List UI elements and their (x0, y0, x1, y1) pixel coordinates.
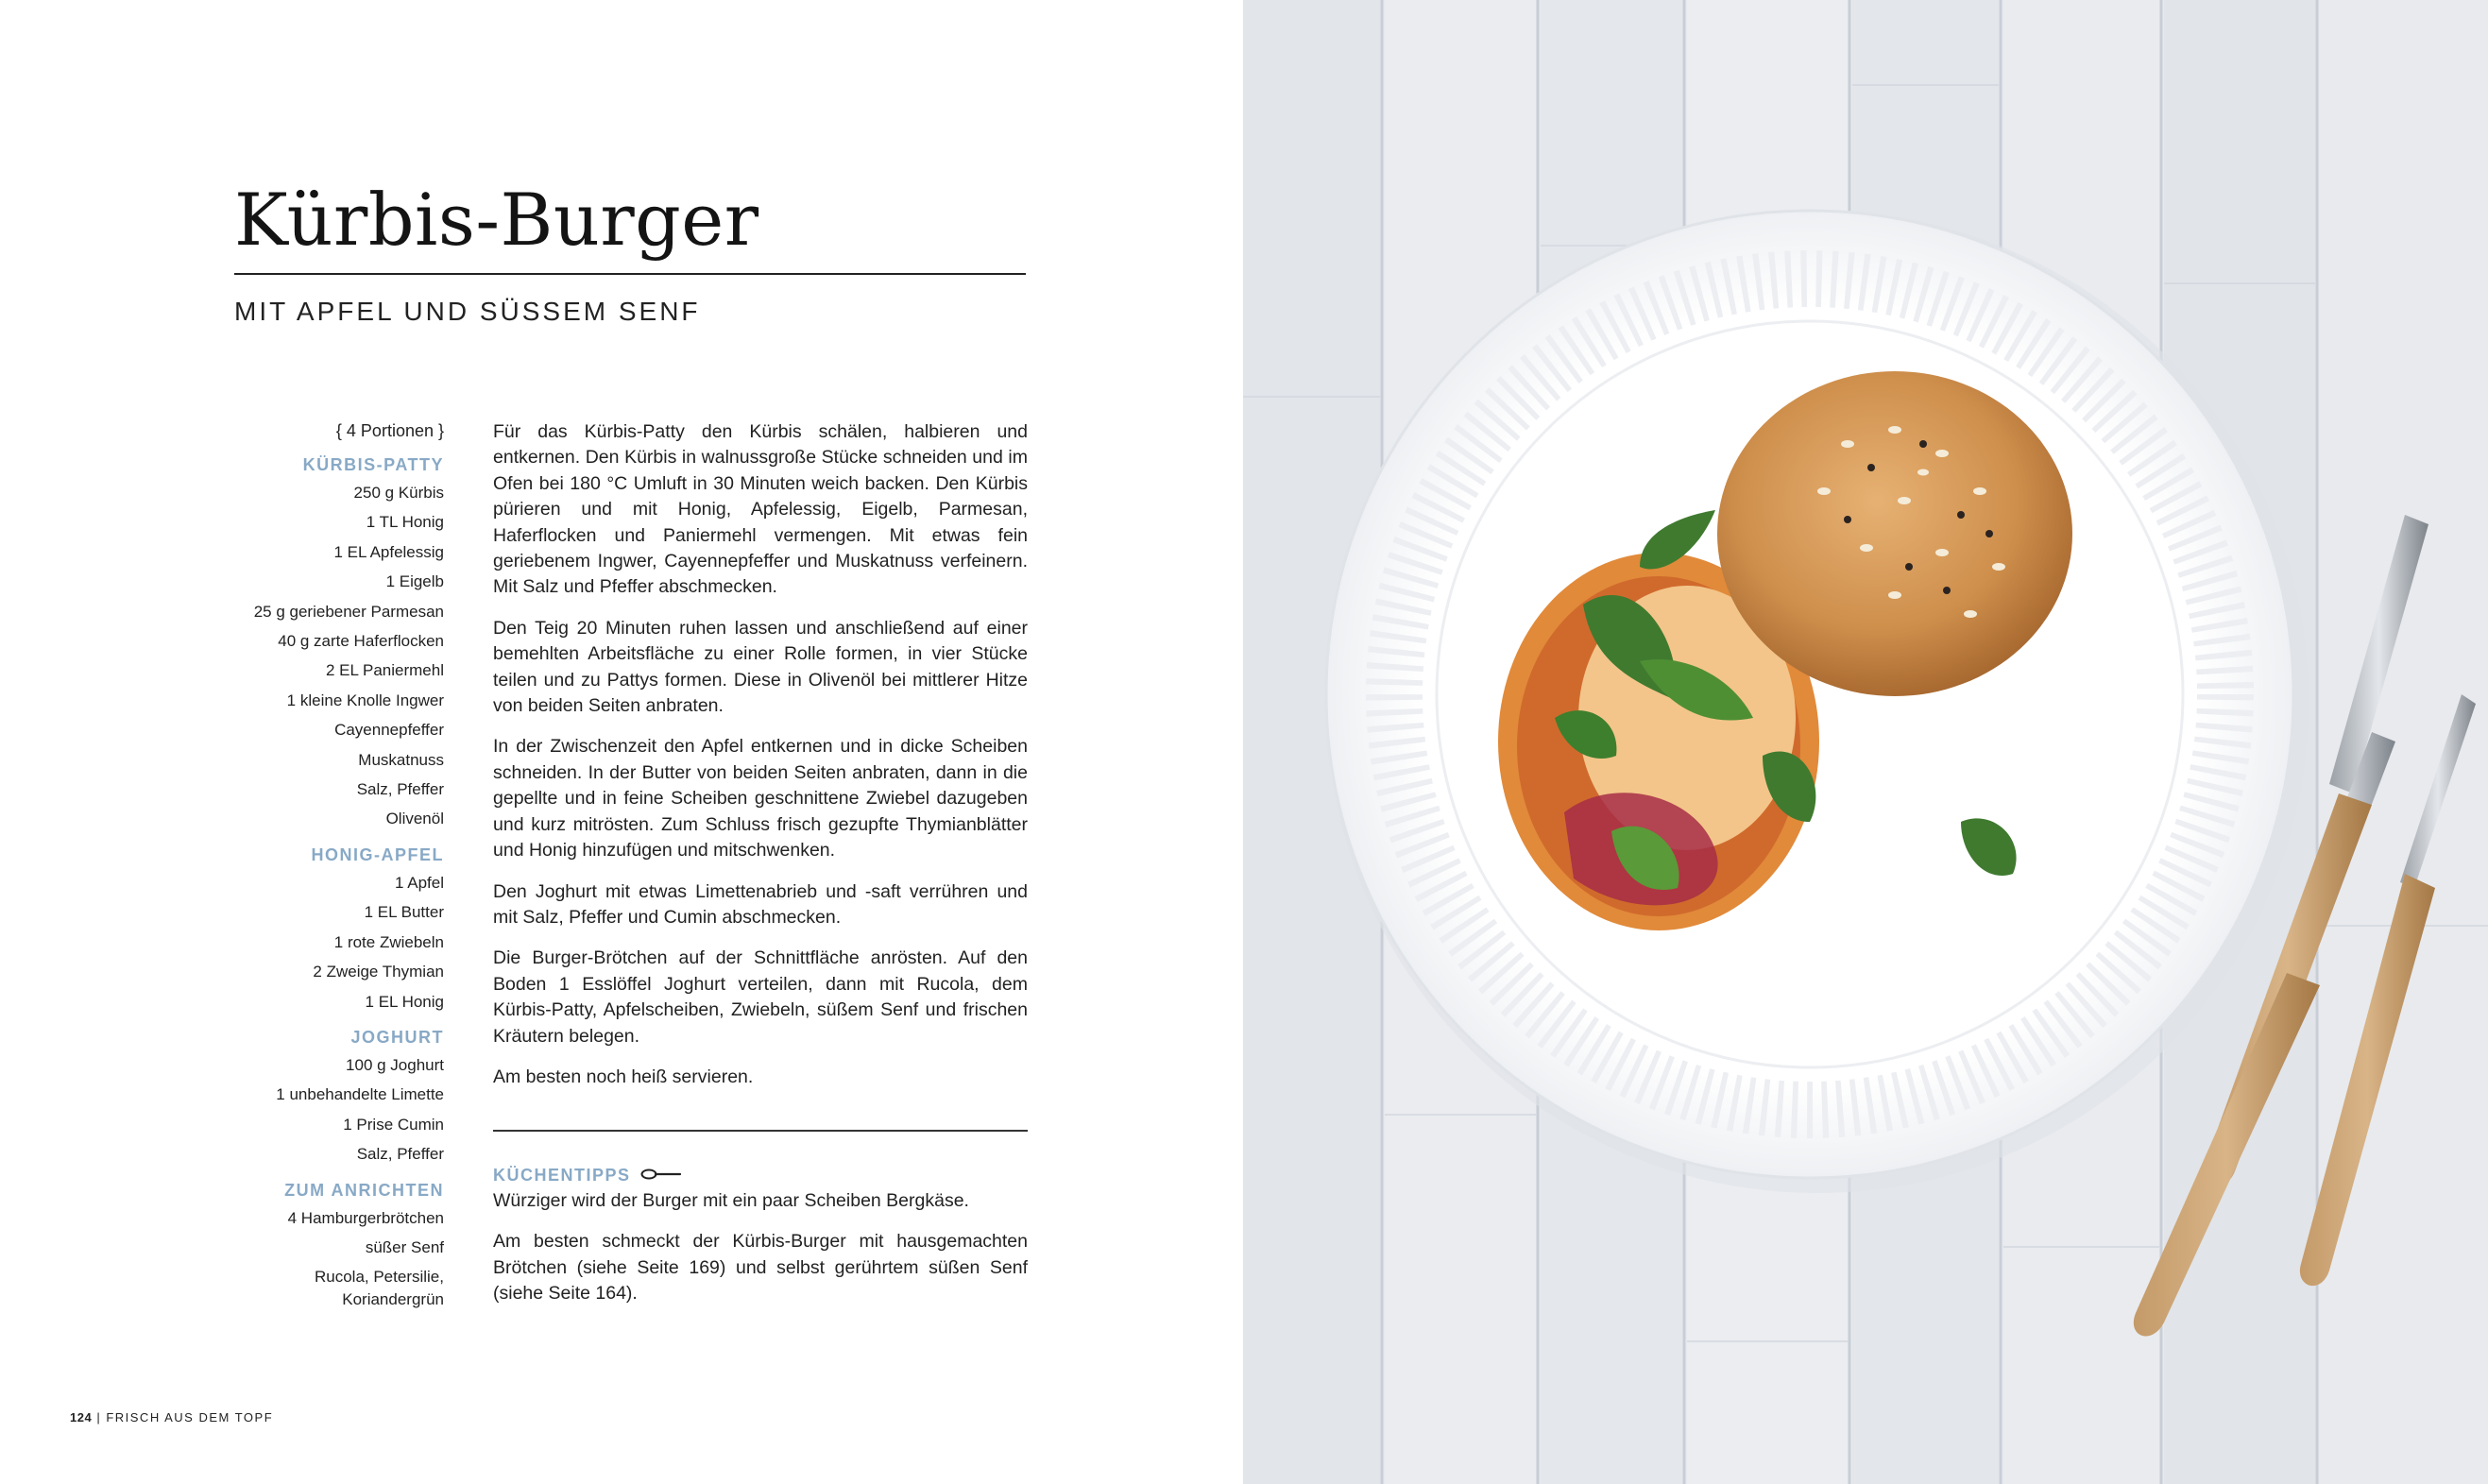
ingredient-item: 1 EL Honig (365, 992, 444, 1011)
burger-photo (1243, 0, 2488, 1484)
ingredient-item: 1 Prise Cumin (343, 1115, 444, 1134)
recipe-page (0, 0, 1243, 1484)
ingredient-item: 1 kleine Knolle Ingwer (286, 691, 444, 709)
instruction-paragraph: Die Burger-Brötchen auf der Schnittfläche anrösten. Auf den Boden 1 Esslöffel Joghurt verteilen, dann mit Rucola, dem Kürbis-Patty, Apfelscheiben, Zwiebeln, süßem Senf und frischen Kräutern belegen. (493, 947, 1028, 1047)
ingredient-item: Cayennepfeffer (334, 721, 444, 740)
instruction-paragraph: Am besten noch heiß servieren. (493, 1066, 754, 1087)
ingredient-group-heading: JOGHURT (350, 1027, 444, 1047)
page-number: 124 (70, 1410, 93, 1424)
ingredient-group-heading: KÜRBIS-PATTY (302, 455, 444, 474)
ingredient-item: 25 g geriebener Parmesan (253, 602, 444, 621)
tips-divider (493, 1130, 1028, 1132)
instruction-paragraph: In der Zwischenzeit den Apfel entkernen und in dicke Scheiben schneiden. In der Butter von beiden Seiten anbraten, dann in die gepellte und in feine Scheiben geschnittene Zwiebel dazugeben und kurz mitrösten. Zum Schluss frisch gezupfte Thymianblätter und Honig hinzufügen und mitschwenken. (493, 736, 1028, 861)
portions-label: { 4 Portionen } (335, 421, 444, 440)
page-footer (70, 1410, 273, 1424)
ingredient-item: süßer Senf (365, 1237, 444, 1256)
recipe-title: Kürbis-Burger (234, 178, 759, 262)
ingredient-item: Salz, Pfeffer (356, 1145, 444, 1164)
ingredient-item: 1 Apfel (395, 873, 444, 892)
ingredient-group-heading: ZUM ANRICHTEN (284, 1180, 444, 1200)
instruction-paragraph: Den Joghurt mit etwas Limettenabrieb und -saft verrühren und mit Salz, Pfeffer und Cumin abschmecken. (493, 880, 1028, 928)
spoon-icon (640, 1162, 682, 1188)
ingredient-item: 1 EL Butter (364, 903, 444, 922)
ingredient-item: 1 Eigelb (385, 572, 444, 591)
instruction-paragraph: Für das Kürbis-Patty den Kürbis schälen, halbieren und entkernen. Den Kürbis in walnussgroße Stücke schneiden und im Ofen bei 180 °C Umluft in 30 Minuten weich backen. Den Kürbis pürieren und mit Honig, Apfelessig, Eigelb, Parmesan, Haferflocken und Paniermehl vermengen. Mit etwas fein geriebenem Ingwer, Cayennepfeffer und Muskatnuss verfeinern. Mit Salz und Pfeffer abschmecken. (493, 421, 1028, 598)
ingredient-group-joghurt (217, 1026, 444, 1169)
tip-paragraph: Würziger wird der Burger mit ein paar Scheiben Bergkäse. (493, 1190, 969, 1211)
ingredient-item: Salz, Pfeffer (356, 780, 444, 799)
ingredient-item: 1 EL Apfelessig (333, 542, 444, 561)
ingredient-group-heading: HONIG-APFEL (311, 844, 444, 864)
instructions (493, 419, 1028, 1105)
ingredient-item: 100 g Joghurt (346, 1055, 444, 1074)
ingredient-item: 1 rote Zwiebeln (333, 932, 444, 951)
section-name: | FRISCH AUS DEM TOPF (96, 1410, 274, 1424)
ingredient-item: 2 EL Paniermehl (325, 661, 444, 680)
ingredient-group-zum-anrichten (217, 1179, 444, 1312)
ingredient-item: Muskatnuss (358, 750, 444, 769)
tips-heading-row (493, 1162, 1028, 1188)
ingredient-item: 4 Hamburgerbrötchen (287, 1208, 444, 1227)
ingredient-group-honig-apfel (217, 844, 444, 1016)
recipe-subtitle: MIT APFEL UND SÜSSEM SENF (234, 297, 701, 326)
title-divider (234, 273, 1026, 275)
instruction-paragraph: Den Teig 20 Minuten ruhen lassen und anschließend auf einer bemehlten Arbeitsfläche zu einer Rolle formen, in vier Stücke teilen und zu Pattys formen. Diese in Olivenöl bei mittlerer Hitze von beiden Seiten anbraten. (493, 617, 1028, 717)
ingredient-item: 2 Zweige Thymian (313, 963, 444, 981)
ingredients-column (217, 419, 444, 1321)
ingredient-item: 250 g Kürbis (353, 484, 444, 502)
kitchen-tips (493, 1162, 1028, 1322)
ingredient-item: 1 TL Honig (366, 513, 444, 532)
ingredient-item: 1 unbehandelte Limette (276, 1085, 444, 1104)
ingredient-item: Rucola, Petersilie, Koriandergrün (314, 1268, 444, 1309)
ingredient-item: 40 g zarte Haferflocken (278, 632, 444, 651)
tip-paragraph: Am besten schmeckt der Kürbis-Burger mit hausgemachten Brötchen (siehe Seite 169) und selbst gerührtem süßen Senf (siehe Seite 164). (493, 1231, 1028, 1305)
tips-heading: KÜCHENTIPPS (493, 1166, 631, 1185)
ingredient-item: Olivenöl (385, 810, 444, 828)
plate (1326, 211, 2309, 1193)
ingredient-group-kuerbis-patty (217, 453, 444, 834)
